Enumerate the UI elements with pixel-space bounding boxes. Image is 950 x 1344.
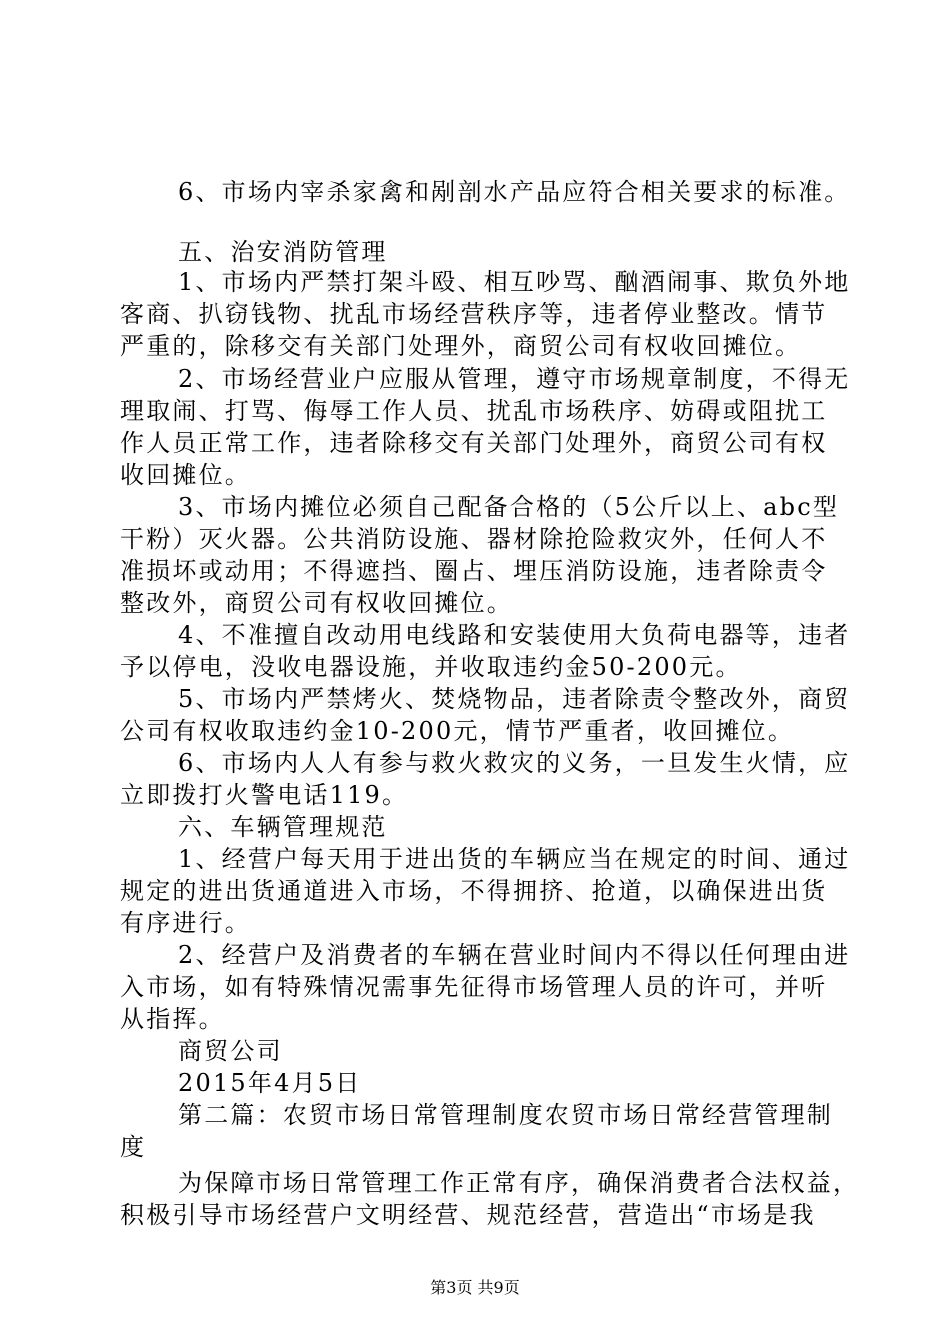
text-line: 立即拨打火警电话119。 [120,781,409,809]
text-line: 第二篇：农贸市场日常管理制度农贸市场日常经营管理制 [178,1101,833,1129]
text-line: 理取闹、打骂、侮辱工作人员、扰乱市场秩序、妨碍或阻扰工 [120,397,828,425]
text-line: 整改外，商贸公司有权收回摊位。 [120,589,513,617]
section-heading: 五、治安消防管理 [178,238,388,266]
text-line: 度 [120,1133,147,1161]
text-line: 有序进行。 [120,909,251,937]
text-line: 准损坏或动用；不得遮挡、圈占、埋压消防设施，违者除责令 [120,557,828,585]
text-line: 干粉）灭火器。公共消防设施、器材除抢险救灾外，任何人不 [120,525,828,553]
text-line: 1、经营户每天用于进出货的车辆应当在规定的时间、通过 [178,845,851,873]
text-line: 公司有权收取违约金10-200元，情节严重者，收回摊位。 [120,717,795,745]
text-line: 6、市场内宰杀家禽和剐剖水产品应符合相关要求的标准。 [178,178,851,206]
text-line: 4、不准擅自改动用电线路和安装使用大负荷电器等，违者 [178,621,851,649]
text-line: 3、市场内摊位必须自己配备合格的（5公斤以上、abc型 [178,493,840,521]
text-line: 2、经营户及消费者的车辆在营业时间内不得以任何理由进 [178,941,851,969]
text-line: 5、市场内严禁烤火、焚烧物品，违者除责令整改外，商贸 [178,685,851,713]
text-line: 2、市场经营业户应服从管理，遵守市场规章制度，不得无 [178,365,851,393]
section-heading: 六、车辆管理规范 [178,813,388,841]
text-line: 严重的，除移交有关部门处理外，商贸公司有权收回摊位。 [120,332,802,360]
text-line: 6、市场内人人有参与救火救灾的义务，一旦发生火情，应 [178,749,851,777]
text-line: 收回摊位。 [120,461,251,489]
text-line: 入市场，如有特殊情况需事先征得市场管理人员的许可，并听 [120,973,828,1001]
page-number: 第3页 共9页 [430,1278,520,1297]
text-line: 规定的进出货通道进入市场，不得拥挤、抢道，以确保进出货 [120,877,828,905]
text-line: 从指挥。 [120,1005,225,1033]
signature-date: 2015年4月5日 [178,1069,362,1097]
text-line: 作人员正常工作，违者除移交有关部门处理外，商贸公司有权 [120,429,828,457]
signature-company: 商贸公司 [178,1037,283,1065]
text-line: 客商、扒窃钱物、扰乱市场经营秩序等，违者停业整改。情节 [120,300,828,328]
text-line: 积极引导市场经营户文明经营、规范经营，营造出“市场是我 [120,1201,816,1229]
text-line: 为保障市场日常管理工作正常有序，确保消费者合法权益， [178,1169,860,1197]
text-line: 予以停电，没收电器设施，并收取违约金50-200元。 [120,653,742,681]
text-line: 1、市场内严禁打架斗殴、相互吵骂、酗酒闹事、欺负外地 [178,268,851,296]
